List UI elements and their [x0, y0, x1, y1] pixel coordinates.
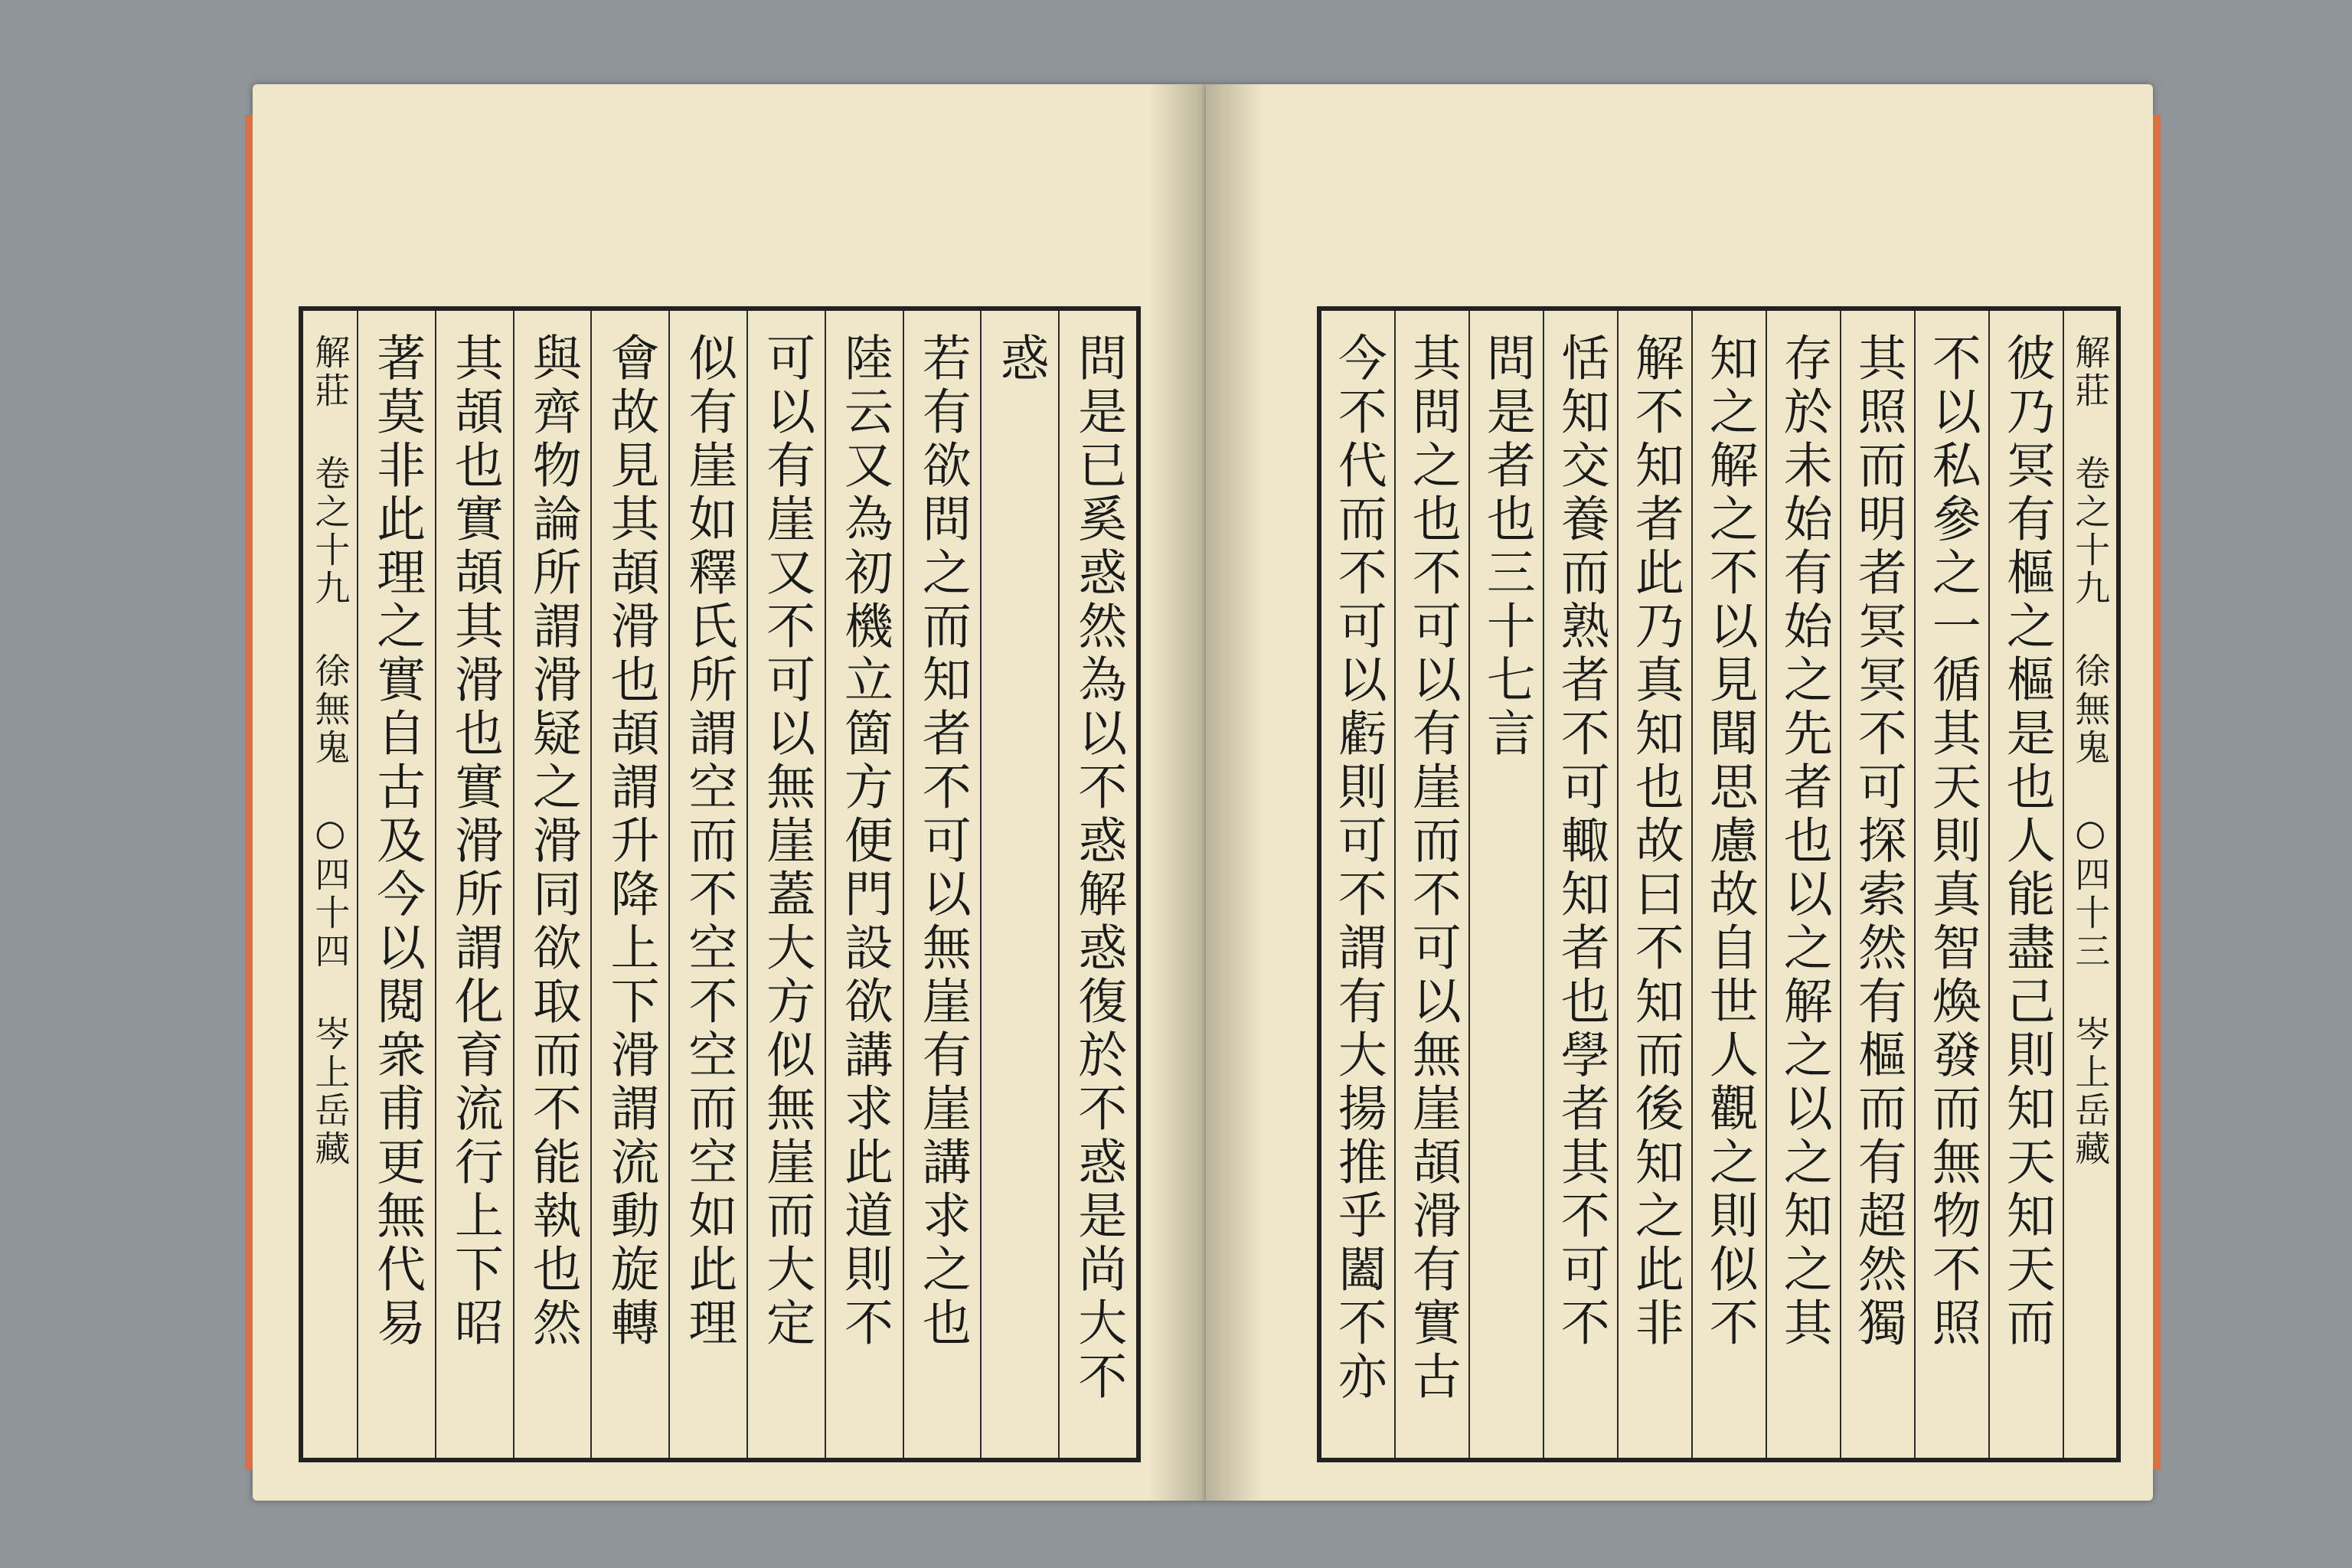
- text-column: [1766, 311, 1840, 1458]
- column-text: 惑: [991, 332, 1049, 386]
- column-text: 著莫非此理之實自古及今以閱衆甫更無代易: [368, 332, 426, 1351]
- column-text: 其頡也實頡其滑也實滑所謂化育流行上下昭: [446, 332, 503, 1351]
- column-text: 似有崖如釋氏所謂空而不空不空而空如此理: [680, 332, 737, 1351]
- left-columns: [303, 311, 1136, 1458]
- text-column: [1468, 311, 1543, 1458]
- text-column: [1321, 311, 1394, 1458]
- column-text: 其照而明者冥冥不可探索然有樞而有超然獨: [1849, 332, 1906, 1351]
- column-text: 恬知交養而熟者不可輙知者也學者其不可不: [1552, 332, 1609, 1351]
- text-column: [980, 311, 1058, 1458]
- column-text: 解不知者此乃真知也故曰不知而後知之此非: [1626, 332, 1684, 1351]
- text-column: [746, 311, 825, 1458]
- text-column: [590, 311, 668, 1458]
- text-column: [513, 311, 591, 1458]
- right-columns: [1321, 311, 2116, 1458]
- text-column: [825, 311, 903, 1458]
- text-column: [357, 311, 435, 1458]
- column-text: 不以私參之一循其天則真智煥發而無物不照: [1923, 332, 1981, 1351]
- column-text: 其問之也不可以有崖而不可以無崖頡滑有實古: [1403, 332, 1461, 1404]
- text-column: [1840, 311, 1914, 1458]
- text-column: [1543, 311, 1617, 1458]
- left-text-frame: [299, 306, 1141, 1462]
- column-text: 若有欲問之而知者不可以無崖有崖講求之也: [913, 332, 971, 1351]
- center-band: [303, 311, 357, 1458]
- band-text: 解莊 卷之十九 徐無鬼 ○四十四 岑上岳藏: [309, 334, 351, 1168]
- column-text: 可以有崖又不可以無崖蓋大方似無崖而大定: [758, 332, 815, 1351]
- text-column: [1617, 311, 1691, 1458]
- text-column: [668, 311, 746, 1458]
- text-column: [1058, 311, 1136, 1458]
- text-column: [1914, 311, 1988, 1458]
- text-column: [1988, 311, 2063, 1458]
- right-page: [1206, 84, 2153, 1501]
- right-text-frame: [1317, 306, 2121, 1462]
- column-text: 問是者也三十七言: [1478, 332, 1535, 761]
- left-page: [253, 84, 1206, 1501]
- text-column: [435, 311, 513, 1458]
- column-text: 問是已奚惑然為以不惑解惑復於不惑是尚大不: [1070, 332, 1127, 1404]
- center-band: [2063, 311, 2116, 1458]
- text-column: [1691, 311, 1766, 1458]
- band-text: 解莊 卷之十九 徐無鬼 ○四十三 岑上岳藏: [2069, 334, 2112, 1168]
- column-text: 彼乃冥有樞之樞是也人能盡己則知天知天而: [1998, 332, 2055, 1351]
- text-column: [903, 311, 981, 1458]
- column-text: 陸云又為初機立箇方便門設欲講求此道則不: [835, 332, 893, 1351]
- column-text: 知之解之不以見聞思慮故自世人觀之則似不: [1700, 332, 1758, 1351]
- column-text: 與齊物論所謂滑疑之滑同欲取而不能執也然: [524, 332, 581, 1351]
- text-column: [1394, 311, 1468, 1458]
- open-book: [253, 84, 2153, 1501]
- page-edge: [2153, 115, 2161, 1470]
- page-edge: [245, 115, 253, 1470]
- column-text: 存於未始有始之先者也以之解之以之知之其: [1775, 332, 1832, 1351]
- column-text: 今不代而不可以虧則可不謂有大揚推乎闔不亦: [1329, 332, 1387, 1404]
- column-text: 會故見其頡滑也頡謂升降上下滑謂流動旋轉: [602, 332, 659, 1351]
